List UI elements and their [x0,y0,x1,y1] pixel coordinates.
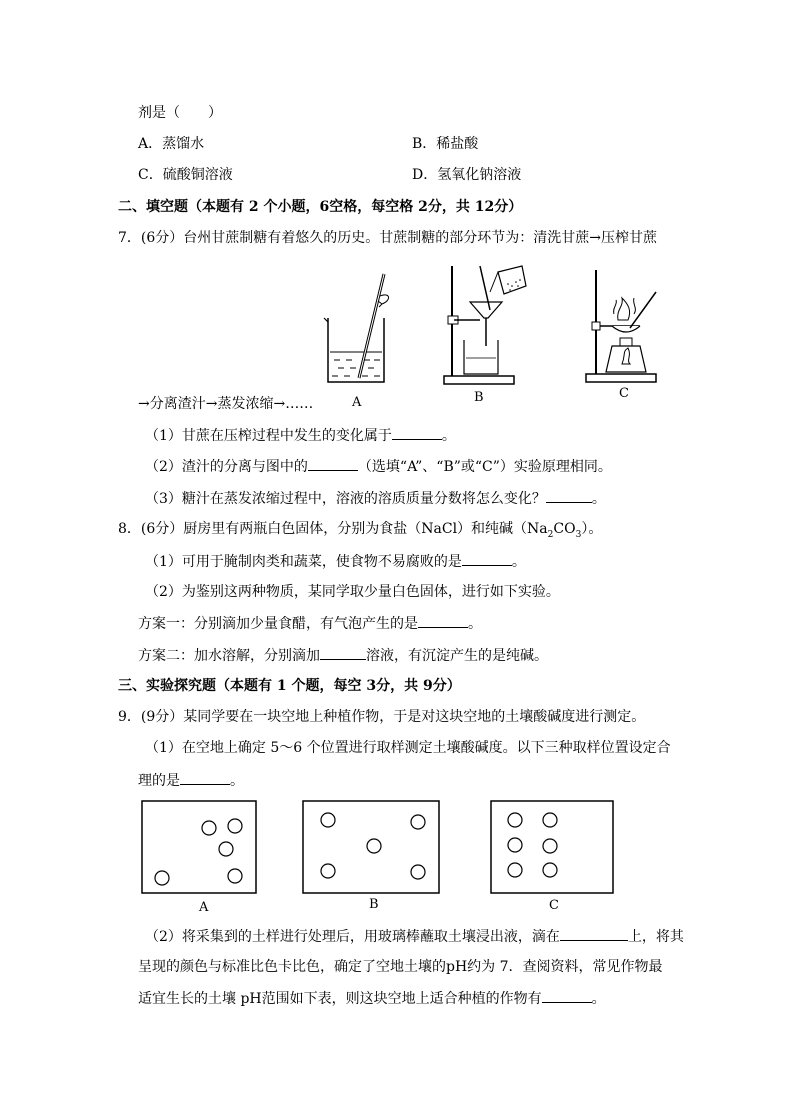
q9-sub2-line2: 呈现的颜色与标准比色卡比色，确定了空地土壤的pH约为 7．查阅资料，常见作物最 [138,959,663,975]
section-2-title: 二、填空题（本题有 2 个小题，6空格，每空格 2分，共 12分） [118,199,523,215]
q7-sub2: （2）渣汁的分离与图中的 （选填“A”、“B”或“C”）实验原理相同。 [145,456,612,477]
q7-figure-label-b: B [474,390,484,405]
filtration-figure [440,262,530,388]
sampling-layout-c [490,800,614,894]
sampling-layout-a [140,800,258,894]
section-3-title: 三、实验探究题（本题有 1 个题，每空 3分，共 9分） [118,678,461,694]
q7-sub1: （1）甘蔗在压榨过程中发生的变化属于 。 [145,425,456,446]
q6-stem-end: 剂是（ ） [138,105,222,121]
q9-sub2-line1: （2）将采集到的土样进行处理后，用玻璃棒蘸取土壤浸出液，滴在 上，将其 [145,926,684,947]
q9-sub2-blank1 [560,926,628,941]
q7-sub3: （3）糖汁在蒸发浓缩过程中，溶液的溶质质量分数将怎么变化？ 。 [145,488,606,509]
q6-option-c: C．硫酸铜溶液 [138,167,233,183]
q7-sub3-blank [546,488,592,503]
q8-plan2: 方案二：加水溶解，分别滴加 溶液，有沉淀产生的是纯碱。 [138,645,548,666]
sampling-layout-b [302,800,440,894]
q6-option-a: A．蒸馏水 [138,136,205,152]
q8-plan1-blank [418,613,468,628]
q9-sub1-line1: （1）在空地上确定 5～6 个位置进行取样测定土壤酸碱度。以下三种取样位置设定合 [145,740,671,756]
q7-figure-label-a: A [352,395,362,410]
evaporation-figure [582,268,668,384]
q8-sub2: （2）为鉴别这两种物质，某同学取少量白色固体，进行如下实验。 [145,584,560,600]
stirring-beaker-figure [318,270,398,388]
q9-sub1-line2: 理的是 。 [138,770,244,791]
q9-figure-label-c: C [549,898,559,913]
q7-figure-label-c: C [619,386,629,401]
q8-plan2-blank [320,645,366,660]
q8-stem: 8．(6分）厨房里有两瓶白色固体，分别为食盐（NaCl）和纯碱$(Na_2CO_3)$。 [118,521,603,540]
q9-figure-label-a: A [199,900,209,915]
q9-sub2-blank2 [542,988,592,1003]
q8-sub1: （1）可用于腌制肉类和蔬菜，使食物不易腐败的是 。 [145,551,526,572]
q8-plan1: 方案一：分别滴加少量食醋，有气泡产生的是 。 [138,613,482,634]
q7-sub2-blank [308,456,358,471]
q7-sub1-blank [392,425,442,440]
q9-sub1-blank [180,770,230,785]
q9-stem: 9．(9分）某同学要在一块空地上种植作物，于是对这块空地的土壤酸碱度进行测定。 [118,709,646,725]
q7-stem-continued: →分离渣汁→蒸发浓缩→…… [138,396,314,412]
q9-figure-label-b: B [369,897,379,912]
q8-sub1-blank [462,551,512,566]
q9-sub2-line3: 适宜生长的土壤 pH范围如下表，则这块空地上适合种植的作物有 。 [138,988,606,1009]
q6-option-d: D．氢氧化钠溶液 [412,167,522,183]
q6-option-b: B．稀盐酸 [412,136,479,152]
q7-stem: 7．(6分）台州甘蔗制糖有着悠久的历史。甘蔗制糖的部分环节为：清洗甘蔗→压榨甘蔗 [118,230,658,246]
